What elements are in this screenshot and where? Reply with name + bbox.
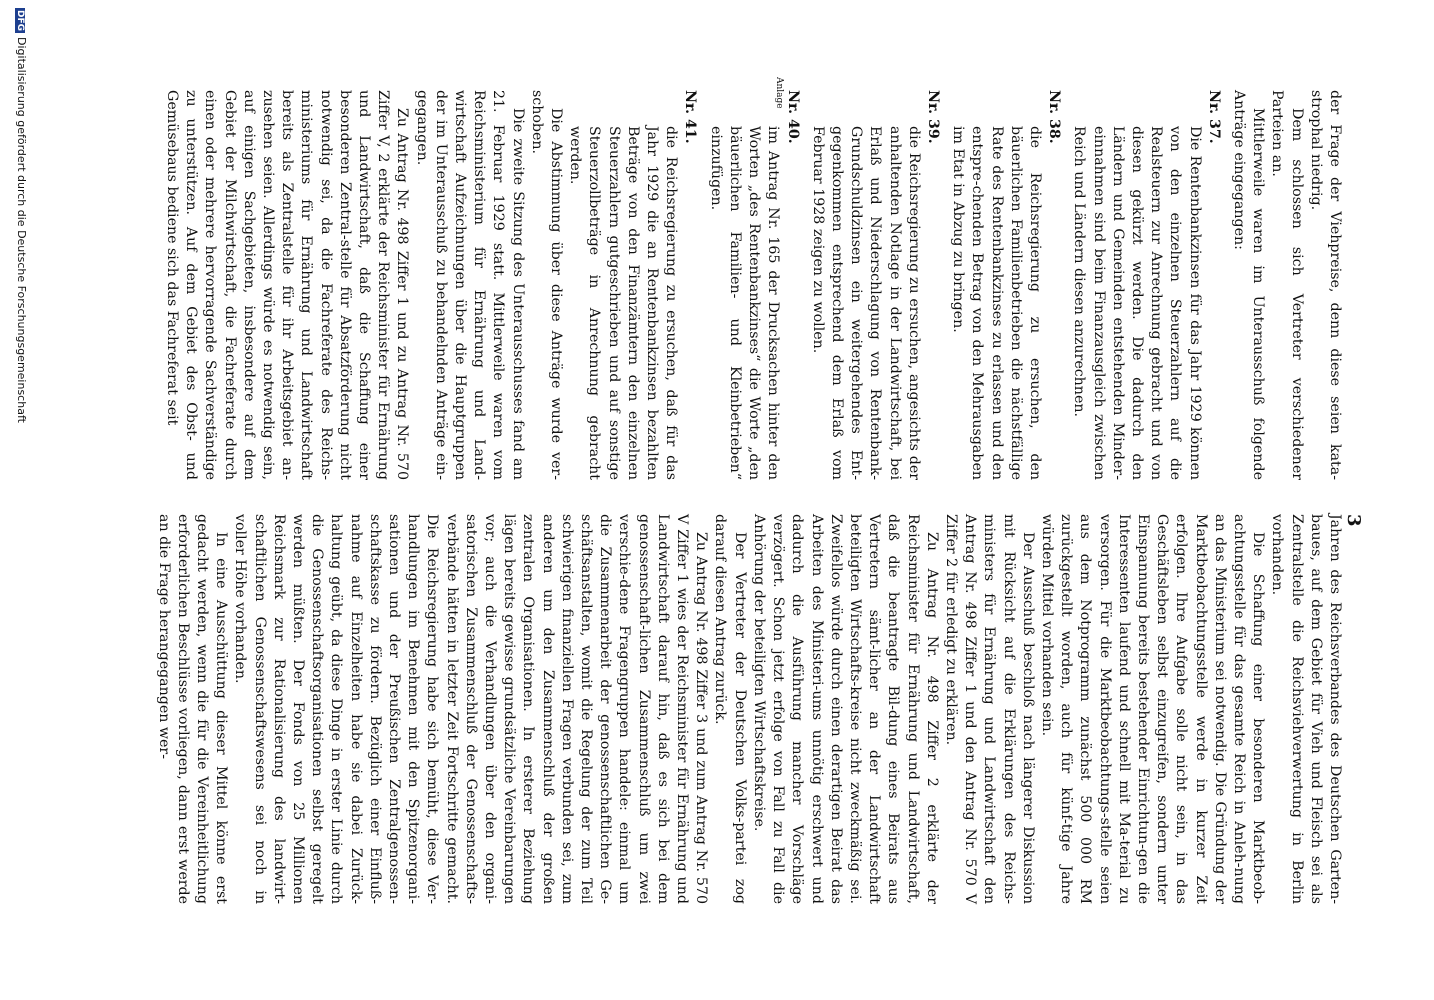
paragraph-r5: Der Vertreter der Deutschen Volks-partei zog darauf diesen Antrag zurück. xyxy=(712,514,748,904)
item-number-40: Nr. 40. xyxy=(784,90,801,144)
item-text-38: die Reichsregierung zu ersuchen, den bäuerlichen Familienbetrieben die nächstfällige Rate des Rentenbankzinses zu erlassen und den entspre-chenden Betrag von den Mehrausgaben im Etat in Abzug zu bringen. xyxy=(950,126,1043,480)
paragraph-second-session: Die zweite Sitzung des Unterausschusses fand am 21. Februar 1929 statt. Mittlerweile waren vom Reichsministerium für Ernährung und Land-wirtschaft Aufzeichnungen über die Hauptgruppen der im Unterausschuß zu behandelnden Anträge ein-gegangen. xyxy=(413,90,526,480)
left-column xyxy=(162,90,1344,480)
page-number: 3 xyxy=(1343,514,1364,527)
paragraph-motion-498: Zu Antrag Nr. 498 Ziffer 1 und zu Antrag Nr. 570 Ziffer V, 2 erklärte der Reichsminister für Ernährung und Landwirtschaft, daß die Schaffung einer besonderen Zentral-stelle für Absatzförderung nicht notwendig sei, da die Fachreferate des Reichs-ministeriums für Ernährung und Landwirtschaft bereits als Zentralstelle für ihr Arbeitsgebiet an-zusehen seien. Allerdings würde es notwendig sein, auf einigen Sachgebieten, insbesondere auf dem Gebiet der Milchwirtschaft, die Fachreferate durch einen oder mehrere hervorragende Sachverständige zu unterstützen. Auf dem Gebiet des Obst- und Gemüsebaus bediene sich das Fachreferat seit xyxy=(164,90,411,480)
paragraph-r4: Zu Antrag Nr. 498 Ziffer 2 erklärte der Reichsminister für Ernährung und Landwirtschaft, daß die beantragte Bil-dung eines Beirats aus Vertretern sämt-licher an der Landwirtschaft beteiligten Wirtschafts-kreise nicht zweckmäßig sei. Zweifellos würde durch einen derartigen Beirat das Arbeiten des Ministeri-ums unnötig erschwert und dadurch die Ausführung mancher Vorschläge verzögert. Schon jetzt erfolge von Fall zu Fall die Anhörung der beteiligten Wirtschaftskreise. xyxy=(750,514,940,904)
right-column xyxy=(153,514,1344,904)
item-number-39: Nr. 39. xyxy=(924,90,941,144)
paragraph-vote: Die Abstimmung über diese Anträge wurde ver-schoben. xyxy=(528,90,565,480)
paragraph-r7: In eine Ausschüttung dieser Mittel könne erst gedacht werden, wenn die für die Vereinheitlichung erforderlichen Beschlüsse vorliegen, dann erst werde an die Frage herangegangen wer- xyxy=(155,514,230,904)
paragraph-r1: Jahren des Reichsverbandes des Deutschen Garten-baues, auf dem Gebiet für Vieh und Fleisch sei als Zentralstelle die Reichsviehverwertung in Berlin vorhanden. xyxy=(1269,514,1343,904)
paragraph-r2: Die Schaffung einer besonderen Marktbeob-achtungsstelle für das gesamte Reich in Anleh-nung an das Ministerium sei notwendig. Die Gründung der Marktbeobachtungsstelle werde in kurzer Zeit erfolgen. Ihre Aufgabe solle nicht sein, in das Geschäftsleben selbst einzugreifen, sondern unter Einspannung bereits bestehender Einrichtun-gen die Interessenten laufend und schnell mit Ma-terial zu versorgen. Für die Marktbeobachtungs-stelle seien aus dem Notprogramm zunächst 500 000 RM zurückgestellt worden, auch für künf-tige Jahre würden Mittel vorhanden sein. xyxy=(1038,514,1267,904)
item-text-37: Die Rentenbankzinsen für das Jahr 1929 können von den einzelnen Steuerzahlern auf die Realsteuern zur Anrechnung gebracht und von diesen gekürzt werden. Die dadurch den Ländern und Gemeinden entstehenden Minder-einnahmen sind beim Finanzausgleich zwischen Reich und Ländern diesen anzurechnen. xyxy=(1071,126,1203,480)
paragraph-3: Mittlerweile waren im Unterausschuß folgende Anträge eingegangen: xyxy=(1230,90,1267,480)
paragraph-1: der Frage der Viehpreise, denn diese seien kata-strophal niedrig. xyxy=(1307,90,1343,480)
dfg-logo-icon: DFG xyxy=(15,10,25,32)
digitization-note: Digitalisierung gefördert durch die Deutsche Forschungsgemeinschaft xyxy=(15,37,28,423)
paragraph-r6: Zu Antrag Nr. 498 Ziffer 3 und zum Antrag Nr. 570 V Ziffer 1 wies der Reichsminister für Ernährung und Landwirtschaft darauf hin, daß es sich bei dem genossenschaft-lichen Zusammenschluß um zwei verschie-dene Fragengruppen handele: einmal um die Zusammenarbeit der genossenschaftlichen Ge-schäftsanstalten, womit die Regelung der zum Teil schwierigen finanziellen Fragen verbunden sei, zum anderen um den Zusammenschluß der großen zentralen Organisationen. In ersterer Beziehung lägen bereits gewisse grundsätzliche Vereinbarungen vor; auch die Verhandlungen über den organi-satorischen Zusammenschluß der Genossenschafts-verbände hätten in letzter Zeit Fortschritte gemacht. Die Reichsregierung habe sich bemüht, diese Ver-handlungen im Benehmen mit den Spitzenorgani-sationen und der Preußischen Zentralgenossen-schaftskasse zu fördern. Bezüglich einer Einfluß-nahme auf Einzelheiten habe sie dabei Zurück-haltung geübt, da diese Dinge in erster Linie durch die Genossenschaftsorganisationen selbst geregelt werden müßten. Der Fonds von 25 Millionen Reichsmark zur Rationalisierung des landwirt-schaftlichen Genossenschaftswesens sei noch in voller Höhe vorhanden. xyxy=(232,514,710,904)
item-number-38: Nr. 38. xyxy=(1046,90,1063,144)
item-text-41: die Reichsregierung zu ersuchen, daß für das Jahr 1929 die an Rentenbankzinsen bezahlten Beträge von den Finanzämtern den einzelnen Steuerzahlern gutgeschrieben und auf sonstige Steuerzollbeträge in Anrechnung gebracht werden. xyxy=(567,126,680,480)
item-text-39: die Reichsregierung zu ersuchen, angesichts der anhaltenden Notlage in der Landwirtschaft, bei Erlaß und Niederschlagung von Rentenbank-Grundschuldzinsen ein weitergehendes Ent-gegenkommen entsprechend dem Erlaß vom Februar 1928 zeigen zu wollen. xyxy=(809,126,922,480)
paragraph-r3: Der Ausschuß beschloß nach längerer Diskussion mit Rücksicht auf die Erklärungen des Reichs-ministers für Ernährung und Landwirtschaft den Antrag Nr. 498 Ziffer 1 und den Antrag Nr. 570 V Ziffer 2 für erledigt zu erklären. xyxy=(942,514,1036,904)
paragraph-2: Dem schlossen sich Vertreter verschiedener Parteien an. xyxy=(1269,90,1305,480)
digitization-footer xyxy=(15,8,28,423)
item-text-40: im Antrag Nr. 165 der Drucksachen hinter den Worten „des Rentenbankzinses“ die Worte „den bäuerlichen Familien- und Kleinbetrieben“ einzufügen. xyxy=(707,126,782,480)
margin-note: Anlage xyxy=(774,77,784,109)
item-number-41: Nr. 41. xyxy=(682,90,699,144)
item-number-37: Nr. 37. xyxy=(1205,90,1222,144)
